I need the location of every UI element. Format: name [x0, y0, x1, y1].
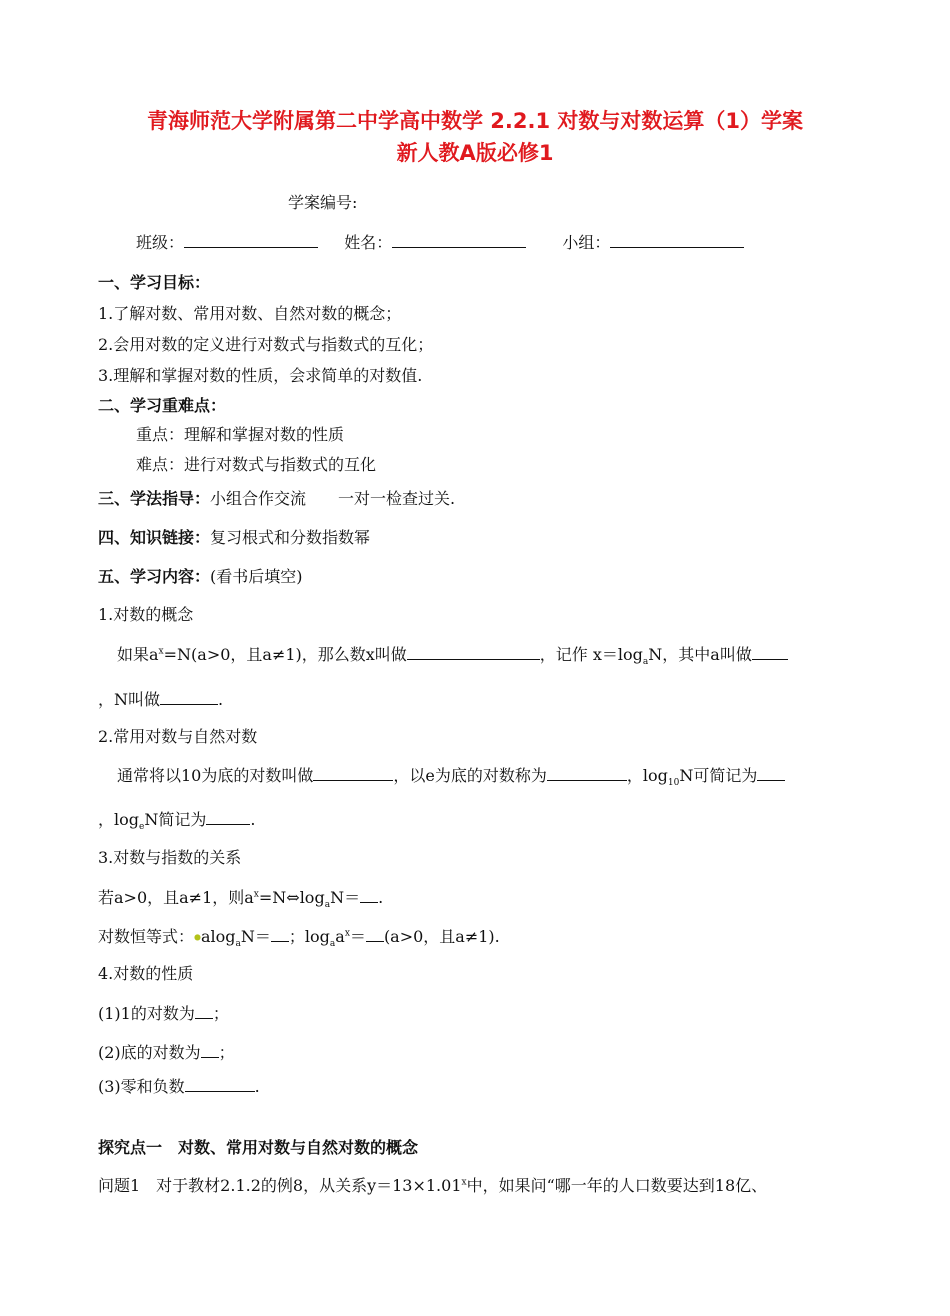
p1-title: 1.对数的概念 [98, 605, 194, 624]
goal-item-2: 2.会用对数的定义进行对数式与指数式的互化； [98, 335, 434, 354]
p3-sup2: x [344, 928, 350, 939]
p2-line2 [98, 808, 255, 831]
sec2-heading: 二、学习重难点： [98, 396, 227, 415]
name-field[interactable] [392, 231, 526, 248]
p3-text-d: . [378, 888, 384, 907]
class-label: 班级： [136, 233, 185, 252]
p3-text-b: =N⇔log [258, 888, 325, 907]
p2-text-g: . [250, 810, 256, 829]
p2-sub2: e [139, 822, 145, 833]
p2-text-d: N可简记为 [679, 766, 758, 785]
name-label: 姓名： [344, 233, 393, 252]
p1-sup: x [158, 646, 164, 657]
p1-blank-1[interactable] [407, 643, 540, 660]
key-point: 重点：理解和掌握对数的性质 [136, 425, 345, 444]
p4-blank-1[interactable] [195, 1002, 213, 1019]
p4-item-2 [98, 1041, 235, 1064]
p2-blank-4[interactable] [206, 808, 250, 825]
sec3-heading: 三、学法指导： [98, 489, 211, 508]
goal-item-3: 3.理解和掌握对数的性质，会求简单的对数值. [98, 366, 423, 385]
p3-text-h: ；log [288, 927, 330, 946]
p3-sub: a [324, 900, 331, 911]
p3-title: 3.对数与指数的关系 [98, 848, 242, 867]
p2-sub: 10 [667, 778, 680, 789]
group-label: 小组： [562, 233, 611, 252]
sec1-heading: 一、学习目标： [98, 273, 211, 292]
p4-text-3: (3)零和负数 [98, 1077, 185, 1096]
p4-blank-3[interactable] [185, 1075, 255, 1092]
code-label: 学案编号: [288, 193, 358, 212]
question-1 [98, 1175, 767, 1197]
p1-text-b: =N(a>0，且a≠1)，那么数x叫做 [163, 645, 407, 664]
p4-text-2e: ； [218, 1043, 235, 1062]
group-field[interactable] [610, 231, 744, 248]
sec5-row [98, 566, 303, 588]
sec3-text: 小组合作交流 一对一检查过关. [210, 489, 456, 508]
sec4-row [98, 527, 370, 549]
goal-item-1: 1.了解对数、常用对数、自然对数的概念； [98, 304, 402, 323]
class-field[interactable] [184, 231, 318, 248]
p2-blank-1[interactable] [313, 764, 393, 781]
q1-text-a: 问题1 对于教材2.1.2的例8，从关系y＝13×1.01 [98, 1176, 462, 1195]
document-title-line2: 新人教A版必修1 [396, 141, 554, 165]
p3-sub2: a [235, 939, 241, 950]
p2-text-e: ，log [98, 810, 139, 829]
sec4-heading: 四、知识链接： [98, 528, 211, 547]
difficult-point: 难点：进行对数式与指数式的互化 [136, 455, 377, 474]
sec5-note: (看书后填空) [210, 567, 303, 586]
p3-text-k: (a>0，且a≠1). [383, 927, 500, 946]
p1-text-d: N，其中a叫做 [648, 645, 752, 664]
p1-line [117, 643, 788, 666]
p3-blank-3[interactable] [366, 925, 384, 942]
p2-text-c: ，log [626, 766, 668, 785]
sec5-heading: 五、学习内容： [98, 567, 211, 586]
p1-line2 [98, 688, 223, 711]
p3-line [98, 886, 383, 909]
p3-text-c: N＝ [330, 888, 361, 907]
p1-text-e: ，N叫做 [98, 690, 161, 709]
p3-identity-line [98, 925, 500, 949]
document-title-line1: 青海师范大学附属第二中学高中数学 2.2.1 对数与对数运算（1）学案 [146, 109, 804, 133]
p2-text-a: 通常将以10为底的对数叫做 [117, 766, 314, 785]
p4-item-3 [98, 1075, 260, 1098]
p2-line [117, 764, 785, 787]
p3-blank-2[interactable] [271, 925, 289, 942]
p1-text-f: . [218, 690, 224, 709]
sec3-row [98, 488, 455, 510]
q1-text-b: 中，如果问“哪一年的人口数要达到18亿、 [466, 1176, 768, 1195]
p3-text-a: 若a>0，且a≠1，则a [98, 888, 254, 907]
p2-title: 2.常用对数与自然对数 [98, 727, 258, 746]
p1-text-c: ，记作 x＝log [539, 645, 643, 664]
p1-blank-3[interactable] [160, 688, 218, 705]
p2-blank-3[interactable] [757, 764, 785, 781]
p1-text-a: 如果a [117, 645, 159, 664]
p2-blank-2[interactable] [547, 764, 627, 781]
p3-text-i: a [335, 927, 345, 946]
p4-text-2: (2)底的对数为 [98, 1043, 201, 1062]
p4-text-3e: . [254, 1077, 260, 1096]
sec4-text: 复习根式和分数指数幂 [210, 528, 371, 547]
student-info-row [136, 231, 744, 254]
p1-sub: a [642, 657, 649, 668]
p3-text-f: alog [201, 927, 236, 946]
p4-title: 4.对数的性质 [98, 964, 194, 983]
q1-sup: x [461, 1177, 467, 1188]
p4-blank-2[interactable] [201, 1041, 219, 1058]
p4-text-1e: ； [212, 1004, 229, 1023]
p3-blank-1[interactable] [360, 886, 378, 903]
p4-item-1 [98, 1002, 229, 1025]
p3-text-e: 对数恒等式： [98, 927, 195, 946]
p3-text-j: ＝ [349, 927, 366, 946]
p1-blank-2[interactable] [752, 643, 788, 660]
p2-text-f: N简记为 [144, 810, 207, 829]
p3-sub3: a [329, 939, 336, 950]
p2-text-b: ，以e为底的对数称为 [393, 766, 547, 785]
p4-text-1: (1)1的对数为 [98, 1004, 195, 1023]
explore-heading: 探究点一 对数、常用对数与自然对数的概念 [98, 1138, 419, 1157]
marker-dot-icon: ● [194, 932, 201, 942]
p3-sup: x [253, 889, 259, 900]
p3-text-g: N＝ [240, 927, 271, 946]
